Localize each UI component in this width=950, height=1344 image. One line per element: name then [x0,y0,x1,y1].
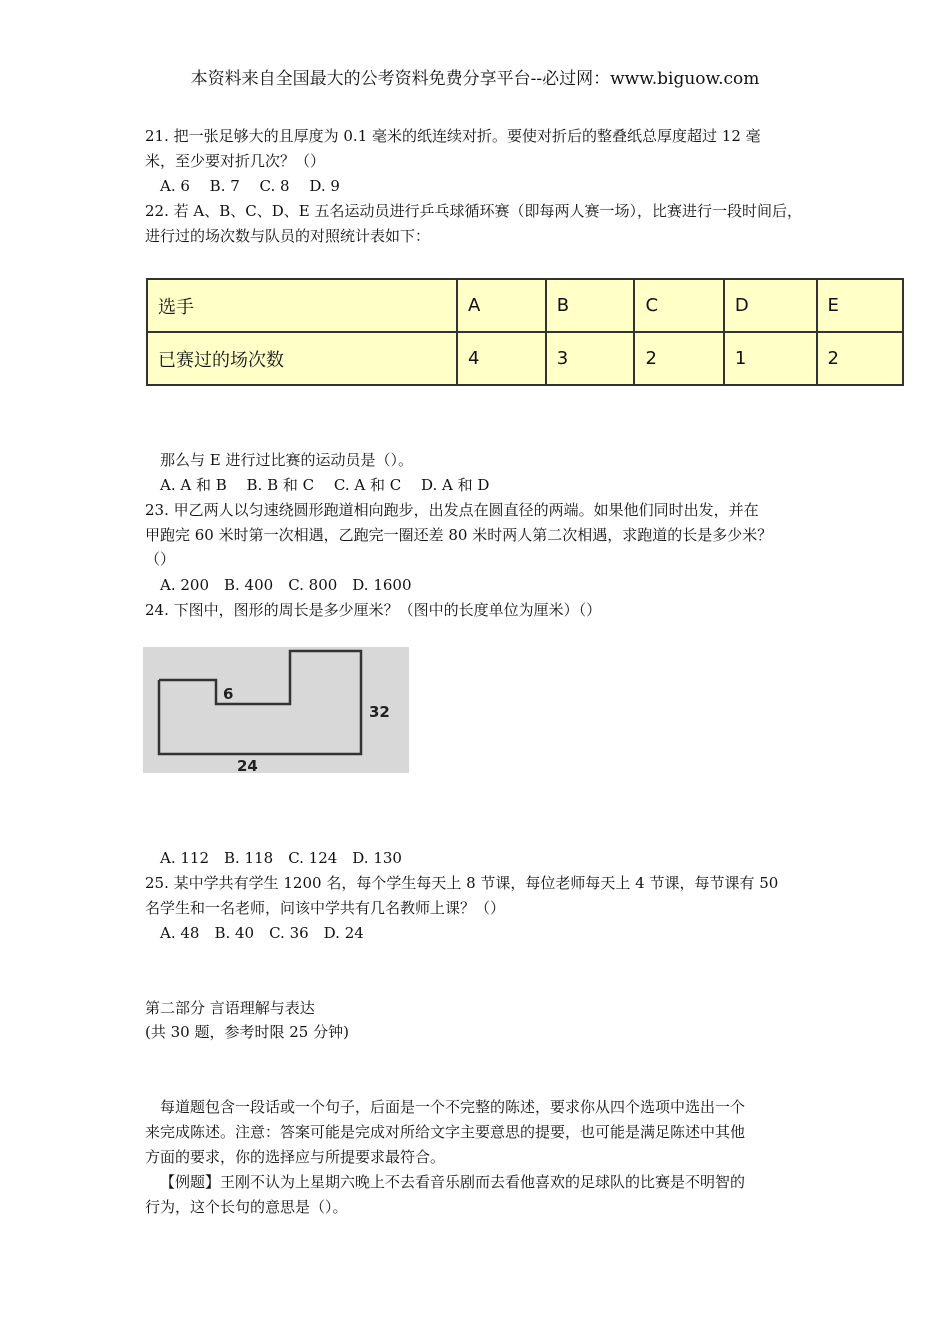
q23-text-line3: （） [145,550,176,568]
part2-title: 第二部分 言语理解与表达 [145,999,315,1017]
table-player-d: D [724,279,817,332]
perimeter-figure [143,647,409,773]
part2-subtitle: (共 30 题，参考时限 25 分钟) [145,1023,349,1041]
example-line1: 【例题】王刚不认为上星期六晚上不去看音乐剧而去看他喜欢的足球队的比赛是不明智的 [160,1173,746,1191]
q25-text-line1: 25. 某中学共有学生 1200 名，每个学生每天上 8 节课，每位老师每天上 4 节课，每节课有 50 [145,874,779,892]
q21-text-line2: 米，至少要对折几次？（） [145,152,326,170]
table-player-e: E [817,279,903,332]
q22-text-line1: 22. 若 A、B、C、D、E 五名运动员进行乒乓球循环赛（即每两人赛一场），比赛进行一段时间后， [145,202,802,220]
q22-text-line2: 进行过的场次数与队员的对照统计表如下： [145,227,431,245]
q24-text-line1: 24. 下图中，图形的周长是多少厘米？（图中的长度单位为厘米）（） [145,601,602,619]
table-row-players [147,279,903,332]
match-count-table [146,278,904,386]
q25-text-line2: 名学生和一名老师，问该中学共有几名教师上课？（） [145,899,506,917]
figure-outline [159,651,361,754]
table-count-e: 2 [817,332,903,385]
table-player-a: A [457,279,546,332]
q21-text-line1: 21. 把一张足够大的且厚度为 0.1 毫米的纸连续对折。要使对折后的整叠纸总厚度超过 12 毫 [145,127,761,145]
example-line2: 行为，这个长句的意思是（）。 [145,1198,348,1216]
q24-options: A. 112 B. 118 C. 124 D. 130 [160,849,402,867]
q22-question: 那么与 E 进行过比赛的运动员是（）。 [160,451,413,469]
table-player-b: B [546,279,635,332]
table-row-label: 已赛过的场次数 [147,332,457,385]
instructions-line3: 方面的要求，你的选择应与所提要求最符合。 [145,1148,446,1166]
table-player-c: C [634,279,723,332]
perimeter-figure-svg [143,647,409,773]
instructions-line2: 来完成陈述。注意：答案可能是完成对所给文字主要意思的提要，也可能是满足陈述中其他 [145,1123,746,1141]
q21-options: A. 6 B. 7 C. 8 D. 9 [160,177,340,195]
table-header-label: 选手 [147,279,457,332]
page-header: 本资料来自全国最大的公考资料免费分享平台--必过网：www.biguow.com [190,69,760,89]
q23-text-line2: 甲跑完 60 米时第一次相遇，乙跑完一圈还差 80 米时两人第二次相遇，求跑道的长是多少米？ [145,526,773,544]
q25-options: A. 48 B. 40 C. 36 D. 24 [160,924,364,942]
table-count-d: 1 [724,332,817,385]
q23-options: A. 200 B. 400 C. 800 D. 1600 [160,576,412,594]
figure-label-notch: 6 [223,685,234,703]
instructions-line1: 每道题包含一段话或一个句子，后面是一个不完整的陈述，要求你从四个选项中选出一个 [160,1098,746,1116]
figure-label-height: 32 [369,703,390,721]
table-count-b: 3 [546,332,635,385]
table-row-counts [147,332,903,385]
figure-label-width: 24 [237,757,258,773]
table-count-c: 2 [634,332,723,385]
table-count-a: 4 [457,332,546,385]
q22-options: A. A 和 B B. B 和 C C. A 和 C D. A 和 D [160,476,490,494]
q23-text-line1: 23. 甲乙两人以匀速绕圆形跑道相向跑步，出发点在圆直径的两端。如果他们同时出发，并在 [145,501,759,519]
